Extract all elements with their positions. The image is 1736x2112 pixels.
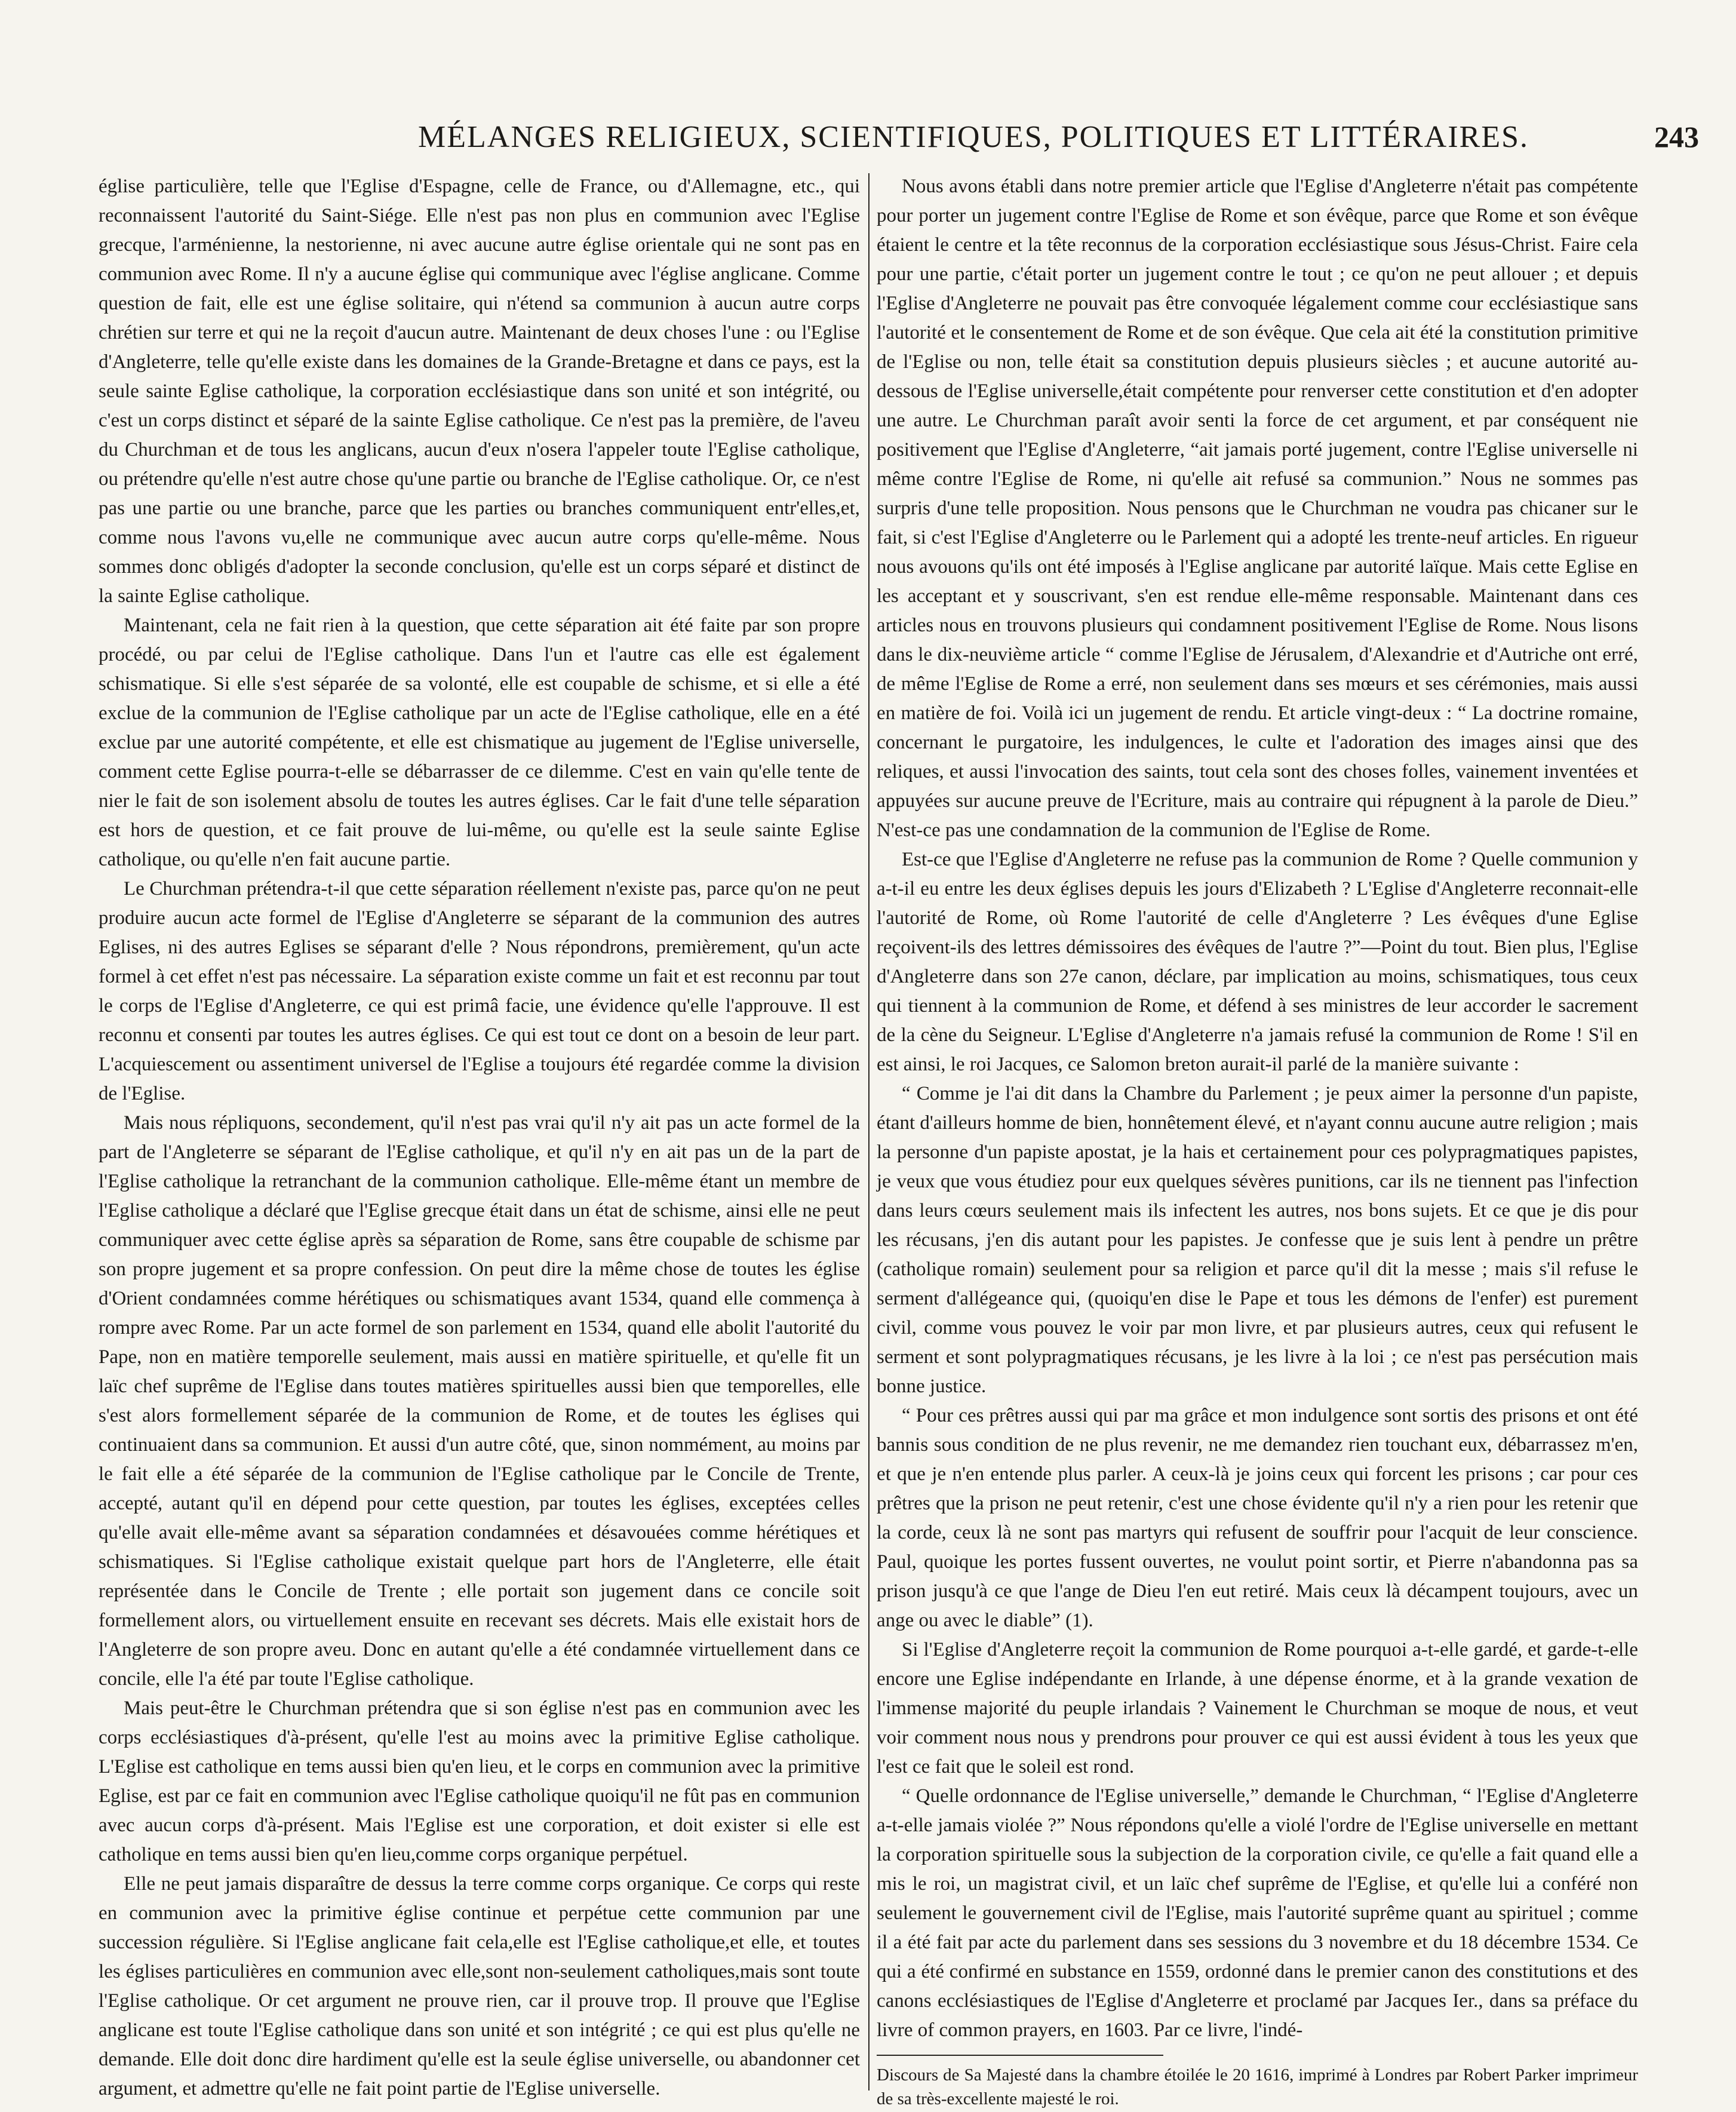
paragraph: Mais nous répliquons, secondement, qu'il n'est pas vrai qu'il n'y ait pas un acte formel de la part de l'Angleterre se séparant de l'Eglise catholique, et qu'il n'y en ait pas un de la part de l'Eglise catholique la retranchant de la communion catholique. Elle-même étant un membre de l'Eglise catholique a déclaré que l'Eglise grecque était dans un état de schisme, ainsi elle ne peut communiquer avec cette église après sa séparation de Rome, sans être coupable de schisme par son propre jugement et sa propre confession. On peut dire la même chose de toutes les église d'Orient condamnées comme hérétiques ou schismatiques avant 1534, quand elle commença à rompre avec Rome. Par un acte formel de son parlement en 1534, quand elle abolit l'autorité du Pape, non en matière temporelle seulement, mais aussi en matière spirituelle, et qu'elle fit un laïc chef suprême de l'Eglise dans toutes matières spirituelles aussi bien que temporelles, elle s'est alors formellement séparée de la communion de Rome, et de toutes les églises qui continuaient dans sa communion. Et aussi d'un autre côté, que, sinon nommément, au moins par le fait elle a été séparée de la communion de l'Eglise catholique par le Concile de Trente, accepté, autant qu'il en dépend pour cette question, par toutes les églises, exceptées celles qu'elle avait elle-même avant sa séparation condamnées et désavouées comme hérétiques et schismatiques. Si l'Eglise catholique existait quelque part hors de l'Angleterre, elle était représentée dans le Concile de Trente ; elle portait son jugement dans ce concile soit formellement alors, ou virtuellement ensuite en recevant ses décrets. Mais elle existait hors de l'Angleterre de son propre aveu. Donc en autant qu'elle a été condamnée virtuellement dans ce concile, elle l'a été par toute l'Eglise catholique. bbox=[99, 1112, 860, 1690]
running-title: MÉLANGES RELIGIEUX, SCIENTIFIQUES, POLITIQUES ET LITTÉRAIRES. bbox=[418, 120, 1529, 154]
paragraph: “ Quelle ordonnance de l'Eglise universelle,” demande le Churchman, “ l'Eglise d'Angleterre a-t-elle jamais violée ?” Nous répondons qu'elle a violé l'ordre de l'Eglise universelle en mettant la corporation spirituelle sous la subjection de la corporation civile, ce qu'elle a fait quand elle a mis le roi, un magistrat civil, et un laïc chef suprême de l'Eglise, et qu'elle lui a conféré non seulement le gouvernement civil de l'Eglise, mais l'autorité suprême quant au spirituel ; comme il a été fait par acte du parlement dans ses sessions du 3 novembre et du 18 décembre 1534. Ce qui a été confirmé en substance en 1559, ordonné dans le premier canon des constitutions et des canons ecclésiastiques de l'Eglise d'Angleterre et proclamé par Jacques Ier., dans sa préface du livre of common prayers, en 1603. Par ce livre, l'indé- bbox=[877, 1785, 1638, 2041]
paragraph: église particulière, telle que l'Eglise d'Espagne, celle de France, ou d'Allemagne, etc., qui reconnaissent l'autorité du Saint-Siége. Elle n'est pas non plus en communion avec l'Eglise grecque, l'arménienne, la nestorienne, ni avec aucune autre église orientale qui ne sont pas en communion avec Rome. Il n'y a aucune église qui communique avec l'église anglicane. Comme question de fait, elle est une église solitaire, qui n'étend sa communion à aucun autre corps chrétien sur terre et qui ne la reçoit d'aucun autre. Maintenant de deux choses l'une : ou l'Eglise d'Angleterre, telle qu'elle existe dans les domaines de la Grande-Bretagne et dans ce pays, est la seule sainte Eglise catholique, la corporation ecclésiastique dans son unité et son intégrité, ou c'est un corps distinct et séparé de la sainte Eglise catholique. Ce n'est pas la première, de l'aveu du Churchman et de tous les anglicans, aucun d'eux n'osera l'appeler toute l'Eglise catholique, ou prétendre qu'elle n'est autre chose qu'une partie ou branche de l'Eglise catholique. Or, ce n'est pas une partie ou une branche, parce que les parties ou branches communiquent entr'elles,et, comme nous l'avons vu,elle ne communique avec aucun autre corps qu'elle-même. Nous sommes donc obligés d'adopter la seconde conclusion, qu'elle est un corps séparé et distinct de la sainte Eglise catholique. bbox=[99, 176, 860, 607]
paragraph: Si l'Eglise d'Angleterre reçoit la communion de Rome pourquoi a-t-elle gardé, et garde-t-elle encore une Eglise indépendante en Irlande, à une dépense énorme, et à la grande vexation de l'immense majorité du peuple irlandais ? Vainement le Churchman se moque de nous, et veut voir comment nous nous y prendrons pour prouver ce qui est aussi évident à tous les yeux que l'est ce fait que le soleil est rond. bbox=[877, 1639, 1638, 1778]
paragraph: Nous avons établi dans notre premier article que l'Eglise d'Angleterre n'était pas compétente pour porter un jugement contre l'Eglise de Rome et son évêque, parce que Rome et son évêque étaient le centre et la tête reconnus de la corporation ecclésiastique sous Jésus-Christ. Faire cela pour une partie, c'était porter un jugement contre le tout ; ce qu'on ne peut allouer ; et depuis l'Eglise d'Angleterre ne pouvait pas être convoquée légalement comme cour ecclésiastique sans l'autorité et le consentement de Rome et de son évêque. Que cela ait été la constitution primitive de l'Eglise ou non, telle était sa constitution depuis plusieurs siècles ; et aucune autorité au-dessous de l'Eglise universelle,était compétente pour renverser cette constitution et d'en adopter une autre. Le Churchman paraît avoir senti la force de cet argument, et par conséquent nie positivement que l'Eglise d'Angleterre, “ait jamais porté jugement, contre l'Eglise universelle ni même contre l'Eglise de Rome, ni qu'elle ait refusé sa communion.” Nous ne sommes pas surpris d'une telle proposition. Nous pensons que le Churchman ne voudra pas chicaner sur le fait, si c'est l'Eglise d'Angleterre ou le Parlement qui a adopté les trente-neuf articles. En rigueur nous avouons qu'ils ont été imposés à l'Eglise anglicane par autorité laïque. Mais cette Eglise en les acceptant et y souscrivant, s'en est rendue elle-même responsable. Maintenant dans ces articles nous en trouvons plusieurs qui condamnent positivement l'Eglise de Rome. Nous lisons dans le dix-neuvième article “ comme l'Eglise de Jérusalem, d'Alexandrie et d'Autriche ont erré, de même l'Eglise de Rome a erré, non seulement dans ses mœurs et ses cérémonies, mais aussi en matière de foi. Voilà ici un jugement de rendu. Et article vingt-deux : “ La doctrine romaine, concernant le purgatoire, les indulgences, le culte et l'adoration des images ainsi que des reliques, et aussi l'invocation des saints, tout cela sont des choses folles, vainement inventées et appuyées sur aucune preuve de l'Ecriture, mais au contraire qui répugnent à la parole de Dieu.” N'est-ce pas une condamnation de la communion de l'Eglise de Rome. bbox=[877, 176, 1638, 841]
page-header bbox=[0, 119, 1736, 161]
quotation-paragraph: “ Comme je l'ai dit dans la Chambre du Parlement ; je peux aimer la personne d'un papiste, étant d'ailleurs homme de bien, honnêtement élevé, et n'ayant connu aucune autre religion ; mais la personne d'un papiste apostat, je la hais et certainement pour ces polypragmatiques papistes, je veux que vous étudiez pour eux quelques sévères punitions, car ils ne tiennent pas l'infection dans leurs cœurs seulement mais ils infectent les autres, nos bons sujets. Et ce que je dis pour les récusans, j'en dis autant pour les papistes. Je confesse que je suis lent à pendre un prêtre (catholique romain) seulement pour sa religion et parce qu'il dit la messe ; mais s'il refuse le serment d'allégeance qui, (quoiqu'en dise le Pape et tous les démons de l'enfer) est purement civil, comme vous pouvez le voir par mon livre, et par plusieurs autres, ceux qui refusent le serment et sont polypragmatiques récusans, je les livre à la loi ; ce n'est pas persécution mais bonne justice. bbox=[877, 1083, 1638, 1397]
right-column bbox=[877, 172, 1638, 2108]
paragraph: Elle ne peut jamais disparaître de dessus la terre comme corps organique. Ce corps qui reste en communion avec la primitive église continue et perpétue cette communion par une succession régulière. Si l'Eglise anglicane fait cela,elle est l'Eglise catholique,et elle, et toutes les églises particulières en communion avec elle,sont non-seulement catholiques,mais sont toute l'Eglise catholique. Or cet argument ne prouve rien, car il prouve trop. Il prouve que l'Eglise anglicane est toute l'Eglise catholique dans son unité et son intégrité ; ce qui est plus qu'elle ne demande. Elle doit donc dire hardiment qu'elle est la seule église universelle, ou abandonner cet argument, et admettre qu'elle ne fait point partie de l'Eglise universelle. bbox=[99, 1873, 860, 2099]
page-number: 243 bbox=[1654, 120, 1699, 154]
paragraph: Mais peut-être le Churchman prétendra que si son église n'est pas en communion avec les corps ecclésiastiques d'à-présent, qu'elle l'est au moins avec la primitive Eglise catholique. L'Eglise est catholique en tems aussi bien qu'en lieu, et le corps en communion avec la primitive Eglise, est par ce fait en communion avec l'Eglise catholique quoiqu'il ne fût pas en communion avec aucun corps d'à-présent. Mais l'Eglise est une corporation, et doit exister si elle est catholique en tems aussi bien qu'en lieu,comme corps organique perpétuel. bbox=[99, 1697, 860, 1865]
paragraph: Maintenant, cela ne fait rien à la question, que cette séparation ait été faite par son propre procédé, ou par celui de l'Eglise catholique. Dans l'un et l'autre cas elle est également schismatique. Si elle s'est séparée de sa volonté, elle est coupable de schisme, et si elle a été exclue de la communion de l'Eglise catholique par un acte de l'Eglise catholique, elle en a été exclue par une autorité compétente, et elle est chismatique au jugement de l'Eglise universelle, comment cette Eglise pourra-t-elle se débarrasser de ce dilemme. C'est en vain qu'elle tente de nier le fait de son isolement absolu de toutes les autres églises. Car le fait d'une telle séparation est hors de question, et ce fait prouve de lui-même, ou qu'elle est la seule sainte Eglise catholique, ou qu'elle n'en fait aucune partie. bbox=[99, 615, 860, 870]
paragraph: Est-ce que l'Eglise d'Angleterre ne refuse pas la communion de Rome ? Quelle communion y a-t-il eu entre les deux églises depuis les jours d'Elizabeth ? L'Eglise d'Angleterre reconnait-elle l'autorité de Rome, où Rome l'autorité de celle d'Angleterre ? Les évêques d'une Eglise reçoivent-ils des lettres démissoires des évêques de l'autre ?”—Point du tout. Bien plus, l'Eglise d'Angleterre dans son 27e canon, déclare, par implication au moins, schismatiques, tous ceux qui tiennent à la communion de Rome, et défend à ses ministres de leur accorder le sacrement de la cène du Seigneur. L'Eglise d'Angleterre n'a jamais refusé la communion de Rome ! S'il en est ainsi, le roi Jacques, ce Salomon breton aurait-il parlé de la manière suivante : bbox=[877, 849, 1638, 1075]
quotation-paragraph: “ Pour ces prêtres aussi qui par ma grâce et mon indulgence sont sortis des prisons et ont été bannis sous condition de ne plus revenir, ne me demandez rien touchant eux, débarrassez m'en, et que je n'en entende plus parler. A ceux-là je joins ceux qui forcent les prisons ; car pour ces prêtres que la prison ne peut retenir, c'est une chose évidente qu'il n'y a rien pour les retenir que la corde, ceux là ne sont pas martyrs qui refusent de souffrir pour l'acquit de leur conscience. Paul, quoique les portes fussent ouvertes, ne voulut point sortir, et Pierre n'abandonna pas sa prison jusqu'à ce que l'ange de Dieu l'en eut retiré. Mais ceux là décampent toujours, avec un ange ou avec le diable” (1). bbox=[877, 1405, 1638, 1631]
footnote: Discours de Sa Majesté dans la chambre étoilée le 20 1616, imprimé à Londres par Robert Parker imprimeur de sa très-excellente majesté le roi. bbox=[877, 2065, 1638, 2108]
footnote-rule bbox=[877, 2055, 1163, 2056]
paragraph: Le Churchman prétendra-t-il que cette séparation réellement n'existe pas, parce qu'on ne peut produire aucun acte formel de l'Eglise d'Angleterre se séparant de la communion des autres Eglises, ni des autres Eglises se séparant d'elle ? Nous répondrons, premièrement, qu'un acte formel à cet effet n'est pas nécessaire. La séparation existe comme un fait et est reconnu par tout le corps de l'Eglise d'Angleterre, ce qui est primâ facie, une évidence qu'elle l'approuve. Il est reconnu et consenti par toutes les autres églises. Ce qui est tout ce dont on a besoin de leur part. L'acquiescement ou assentiment universel de l'Eglise a toujours été regardée comme la division de l'Eglise. bbox=[99, 878, 860, 1104]
left-column bbox=[99, 172, 860, 2099]
column-divider bbox=[868, 173, 869, 2090]
